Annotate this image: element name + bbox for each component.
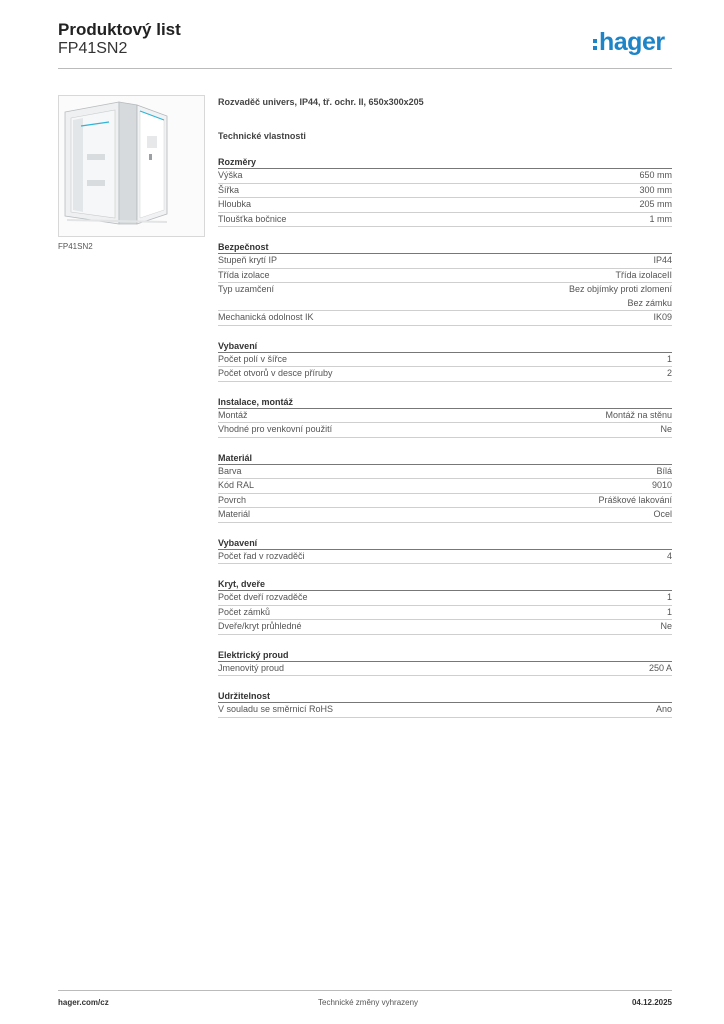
page-title: Produktový list — [58, 20, 181, 39]
spec-row — [218, 184, 672, 199]
spec-label: Počet řad v rozvaděči — [218, 550, 305, 561]
spec-row — [218, 620, 672, 635]
spec-section — [218, 537, 672, 565]
enclosure-illustration — [59, 96, 204, 236]
technical-properties-heading: Technické vlastnosti — [218, 131, 306, 141]
footer-date: 04.12.2025 — [631, 998, 672, 1007]
spec-label: Vhodné pro venkovní použití — [218, 424, 333, 434]
spec-value: 2 — [666, 368, 672, 378]
spec-value: 300 mm — [639, 184, 672, 195]
spec-row — [218, 479, 672, 494]
section-title: Udržitelnost — [218, 691, 271, 701]
spec-row — [218, 662, 672, 677]
spec-value: Ano — [655, 704, 672, 714]
spec-label: Jmenovitý proud — [218, 662, 285, 673]
spec-row — [218, 409, 672, 424]
spec-value: Třída izolaceII — [615, 269, 672, 280]
spec-sections — [218, 156, 672, 718]
spec-row — [218, 213, 672, 228]
spec-section — [218, 578, 672, 635]
spec-row — [218, 591, 672, 606]
spec-section — [218, 452, 672, 523]
spec-row — [218, 423, 672, 438]
spec-row — [218, 198, 672, 213]
spec-value: Bez objímky proti zlomení Bez zámku — [568, 284, 672, 308]
spec-label: Barva — [218, 465, 242, 476]
spec-value: 650 mm — [639, 170, 672, 180]
hager-logo[interactable] — [593, 27, 665, 57]
spec-label: Počet zámků — [218, 606, 271, 617]
image-caption: FP41SN2 — [58, 242, 93, 251]
spec-label: Třída izolace — [218, 269, 270, 280]
spec-section — [218, 690, 672, 718]
product-code: FP41SN2 — [58, 40, 128, 57]
spec-label: Počet otvorů v desce příruby — [218, 368, 333, 378]
spec-label: Hloubka — [218, 199, 252, 209]
spec-row — [218, 465, 672, 480]
header-divider — [58, 68, 672, 69]
spec-value: 1 — [666, 353, 672, 364]
spec-row — [218, 169, 672, 184]
product-image — [58, 95, 205, 237]
spec-row — [218, 353, 672, 368]
spec-value: Práškové lakování — [598, 494, 672, 505]
spec-label: V souladu se směrnicí RoHS — [218, 704, 334, 714]
spec-row — [218, 606, 672, 621]
spec-label: Mechanická odolnost IK — [218, 312, 314, 322]
spec-row — [218, 311, 672, 326]
footer-divider — [58, 990, 672, 991]
spec-label: Povrch — [218, 494, 247, 505]
spec-value: IK09 — [653, 312, 672, 322]
footer-website-link[interactable]: hager.com/cz — [58, 998, 109, 1007]
spec-label: Výška — [218, 170, 243, 180]
spec-value: Ne — [660, 424, 672, 434]
section-title: Elektrický proud — [218, 649, 289, 660]
section-title: Vybavení — [218, 537, 258, 548]
spec-label: Šířka — [218, 184, 240, 195]
spec-section — [218, 156, 672, 227]
spec-row — [218, 283, 672, 311]
spec-value: Montáž na stěnu — [605, 409, 672, 420]
section-title: Materiál — [218, 452, 253, 463]
spec-row — [218, 254, 672, 269]
logo-dots-icon — [593, 39, 597, 50]
spec-section — [218, 396, 672, 438]
spec-label: Stupeň krytí IP — [218, 255, 278, 265]
spec-value: Ocel — [653, 509, 672, 519]
spec-label: Dveře/kryt průhledné — [218, 621, 302, 631]
spec-value: IP44 — [653, 255, 672, 265]
spec-label: Tloušťka bočnice — [218, 213, 287, 224]
section-title: Instalace, montáž — [218, 396, 294, 407]
spec-content — [218, 96, 672, 718]
spec-section — [218, 649, 672, 677]
spec-value: Bílá — [656, 465, 672, 476]
section-title: Bezpečnost — [218, 242, 269, 252]
footer-note: Technické změny vyhrazeny — [318, 998, 419, 1007]
spec-value: 4 — [666, 550, 672, 561]
spec-label: Počet polí v šířce — [218, 353, 288, 364]
spec-value: 1 — [666, 592, 672, 602]
product-description: Rozvaděč univers, IP44, tř. ochr. II, 650x300x205 — [218, 97, 424, 107]
spec-label: Materiál — [218, 509, 251, 519]
spec-value: 9010 — [651, 480, 672, 490]
spec-value: 1 — [666, 606, 672, 617]
spec-value: 250 A — [648, 662, 672, 673]
spec-value: 1 mm — [649, 213, 672, 224]
spec-label: Kód RAL — [218, 480, 255, 490]
spec-row — [218, 269, 672, 284]
spec-section — [218, 340, 672, 382]
spec-row — [218, 550, 672, 565]
section-title: Rozměry — [218, 157, 257, 167]
spec-row — [218, 367, 672, 382]
spec-value: 205 mm — [639, 199, 672, 209]
spec-label: Počet dveří rozvaděče — [218, 592, 308, 602]
spec-value: Ne — [660, 621, 672, 631]
section-title: Kryt, dveře — [218, 579, 266, 589]
spec-label: Typ uzamčení — [218, 284, 275, 294]
spec-label: Montáž — [218, 409, 248, 420]
section-title: Vybavení — [218, 340, 258, 351]
spec-row — [218, 703, 672, 718]
spec-row — [218, 494, 672, 509]
spec-section — [218, 241, 672, 326]
logo-text: hager — [599, 28, 665, 56]
spec-row — [218, 508, 672, 523]
